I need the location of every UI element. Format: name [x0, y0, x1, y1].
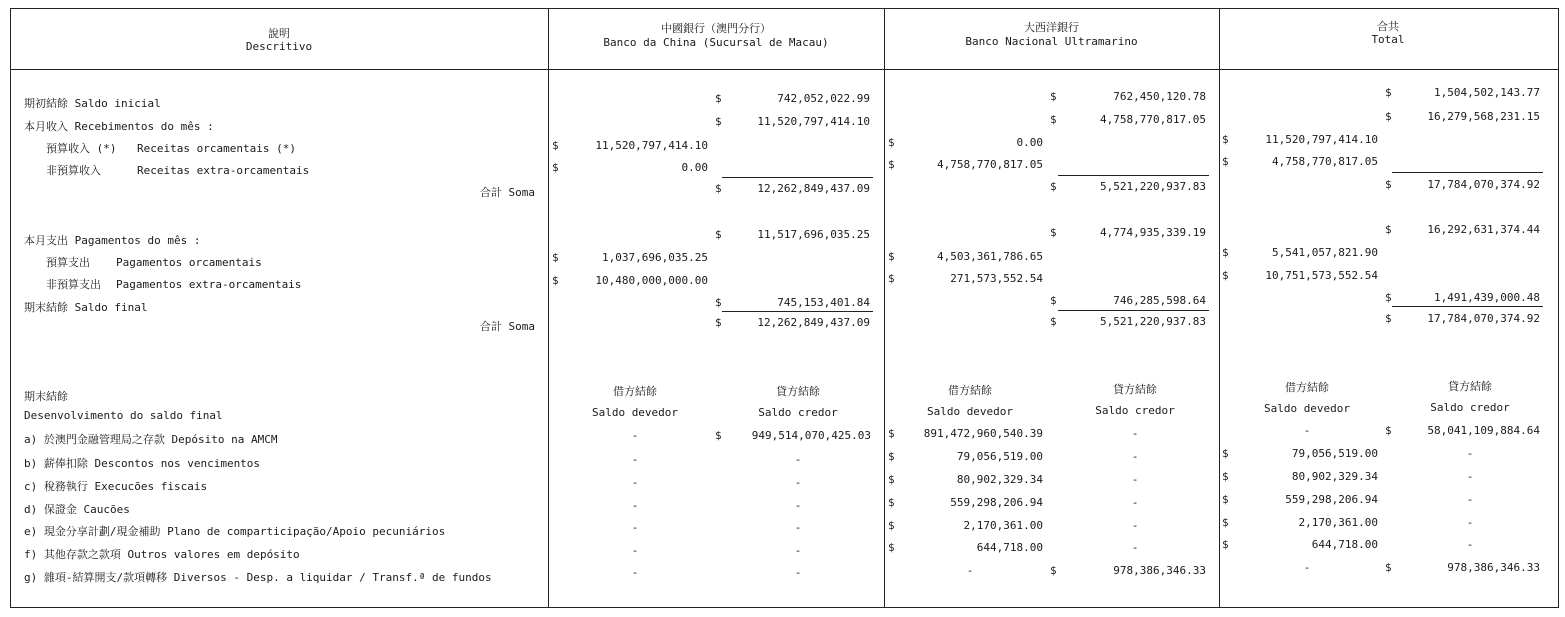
header-bc-pt: Banco da China (Sucursal de Macau) [603, 36, 829, 49]
bnu-dev-f: 644,718.00 [976, 541, 1043, 554]
label-soma-1: 合計 Soma [479, 186, 535, 199]
bnu-rec-extra: 4,758,770,817.05 [937, 158, 1043, 171]
bnu-cred-header-pt: Saldo credor [1095, 404, 1175, 417]
bc-cred-header-pt: Saldo credor [758, 406, 838, 419]
balance-label-d: d) 保證金 Caucões [24, 503, 130, 516]
tot-cred-c: - [1466, 470, 1474, 483]
bc-dev-g: - [631, 566, 639, 579]
bc-recebimentos: 11,520,797,414.10 [757, 115, 870, 128]
currency-sign: $ [1385, 424, 1392, 437]
currency-sign: $ [1385, 312, 1392, 325]
tot-cred-d: - [1466, 493, 1474, 506]
bnu-soma-1: 5,521,220,937.83 [1100, 180, 1206, 193]
currency-sign: $ [715, 228, 722, 241]
currency-sign: $ [1050, 226, 1057, 239]
tot-dev-f: 644,718.00 [1311, 538, 1378, 551]
bc-dev-b: - [631, 453, 639, 466]
total-saldo-final: 1,491,439,000.48 [1434, 291, 1540, 304]
bc-saldo-inicial: 742,052,022.99 [777, 92, 870, 105]
total-soma-2: 17,784,070,374.92 [1427, 312, 1540, 325]
balance-label-a: a) 於澳門金融管理局之存款 Depósito na AMCM [24, 433, 278, 446]
sum-underline [1392, 172, 1543, 173]
currency-sign: $ [1222, 493, 1229, 506]
sum-underline [722, 177, 873, 178]
currency-sign: $ [1050, 180, 1057, 193]
currency-sign: $ [715, 92, 722, 105]
currency-sign: $ [1050, 113, 1057, 126]
currency-sign: $ [1222, 246, 1229, 259]
label-pag-orc-pt: Pagamentos orcamentais [116, 256, 262, 269]
bc-dev-header-pt: Saldo devedor [591, 406, 679, 419]
tot-dev-e: 2,170,361.00 [1298, 516, 1378, 529]
bnu-cred-header-zh: 貸方結餘 [1113, 383, 1157, 396]
bc-dev-f: - [631, 544, 639, 557]
currency-sign: $ [1385, 178, 1392, 191]
header-divider [10, 69, 1558, 70]
label-recebimentos: 本月收入 Recebimentos do mês : [24, 120, 214, 133]
bnu-cred-f: - [1131, 541, 1139, 554]
currency-sign: $ [1050, 90, 1057, 103]
label-rec-orc-pt: Receitas orcamentais (*) [137, 142, 296, 155]
tot-dev-header-pt: Saldo devedor [1263, 402, 1351, 415]
label-rec-orc-zh: 預算收入 (*) [46, 142, 117, 155]
column-divider [548, 8, 549, 607]
label-rec-extra-pt: Receitas extra-orcamentais [137, 164, 310, 177]
tot-cred-header-zh: 貸方結餘 [1448, 380, 1492, 393]
bc-dev-header-zh: 借方結餘 [613, 385, 657, 398]
currency-sign: $ [715, 316, 722, 329]
bnu-saldo-inicial: 762,450,120.78 [1113, 90, 1206, 103]
currency-sign: $ [715, 115, 722, 128]
currency-sign: $ [888, 541, 895, 554]
tot-cred-f: - [1466, 538, 1474, 551]
sum-underline [1058, 175, 1209, 176]
tot-dev-g: - [1303, 561, 1311, 574]
header-desc-pt: Descritivo [245, 40, 313, 53]
total-pag-extra: 10,751,573,552.54 [1265, 269, 1378, 282]
sum-underline [1058, 310, 1209, 311]
bc-dev-a: - [631, 429, 639, 442]
currency-sign: $ [1385, 223, 1392, 236]
currency-sign: $ [888, 136, 895, 149]
currency-sign: $ [1050, 564, 1057, 577]
bnu-pag-orc: 4,503,361,786.65 [937, 250, 1043, 263]
tot-dev-c: 80,902,329.34 [1291, 470, 1378, 483]
header-bc-zh: 中國銀行（澳門分行） [661, 22, 771, 35]
bc-cred-header-zh: 貸方結餘 [776, 385, 820, 398]
balance-title-zh: 期末結餘 [24, 390, 68, 403]
bnu-dev-header-zh: 借方結餘 [948, 384, 992, 397]
currency-sign: $ [888, 250, 895, 263]
currency-sign: $ [1222, 516, 1229, 529]
balance-label-g: g) 雜項-結算開支/款項轉移 Diversos - Desp. a liquidar / Transf.ª de fundos [24, 571, 492, 584]
label-saldo-inicial: 期初結餘 Saldo inicial [24, 97, 161, 110]
total-pag-orc: 5,541,057,821.90 [1272, 246, 1378, 259]
bc-soma-2: 12,262,849,437.09 [757, 316, 870, 329]
currency-sign: $ [1222, 470, 1229, 483]
tot-cred-b: - [1466, 447, 1474, 460]
total-recebimentos: 16,279,568,231.15 [1427, 110, 1540, 123]
currency-sign: $ [888, 450, 895, 463]
total-pag-total: 16,292,631,374.44 [1427, 223, 1540, 236]
total-soma-1: 17,784,070,374.92 [1427, 178, 1540, 191]
label-soma-2: 合計 Soma [479, 320, 535, 333]
bc-cred-f: - [794, 544, 802, 557]
currency-sign: $ [1050, 294, 1057, 307]
bnu-cred-g: 978,386,346.33 [1113, 564, 1206, 577]
currency-sign: $ [888, 427, 895, 440]
bnu-cred-b: - [1131, 450, 1139, 463]
tot-cred-a: 58,041,109,884.64 [1427, 424, 1540, 437]
tot-cred-e: - [1466, 516, 1474, 529]
bc-soma-1: 12,262,849,437.09 [757, 182, 870, 195]
currency-sign: $ [552, 139, 559, 152]
bnu-dev-g: - [966, 564, 974, 577]
balance-title-pt: Desenvolvimento do saldo final [24, 409, 223, 422]
label-saldo-final: 期末結餘 Saldo final [24, 301, 148, 314]
sum-underline [1392, 306, 1543, 307]
balance-label-e: e) 現金分享計劃/現金補助 Plano de comparticipação/Apoio pecuniários [24, 525, 446, 538]
currency-sign: $ [715, 296, 722, 309]
bnu-dev-a: 891,472,960,540.39 [923, 427, 1043, 440]
header-bnu-pt: Banco Nacional Ultramarino [965, 35, 1138, 48]
bc-cred-g: - [794, 566, 802, 579]
bc-pag-total: 11,517,696,035.25 [757, 228, 870, 241]
header-bnu-zh: 大西洋銀行 [1024, 21, 1079, 34]
bnu-pag-extra: 271,573,552.54 [950, 272, 1043, 285]
label-pag-extra-zh: 非預算支出 [46, 278, 101, 291]
currency-sign: $ [888, 158, 895, 171]
header-desc-zh: 說明 [268, 27, 290, 40]
balance-label-c: c) 稅務執行 Execucões fiscais [24, 480, 208, 493]
bnu-pag-total: 4,774,935,339.19 [1100, 226, 1206, 239]
balance-label-b: b) 薪俸扣除 Descontos nos vencimentos [24, 457, 261, 470]
bc-pag-orc: 1,037,696,035.25 [602, 251, 708, 264]
label-pag-orc-zh: 預算支出 [46, 256, 90, 269]
currency-sign: $ [1385, 86, 1392, 99]
currency-sign: $ [552, 274, 559, 287]
bc-cred-a: 949,514,070,425.03 [751, 429, 871, 442]
bc-saldo-final: 745,153,401.84 [777, 296, 870, 309]
bnu-cred-e: - [1131, 519, 1139, 532]
header-total-pt: Total [1371, 33, 1405, 46]
currency-sign: $ [552, 251, 559, 264]
bnu-cred-c: - [1131, 473, 1139, 486]
column-divider [1219, 8, 1220, 607]
currency-sign: $ [1222, 447, 1229, 460]
label-pagamentos: 本月支出 Pagamentos do mês : [24, 234, 201, 247]
bc-rec-orc: 11,520,797,414.10 [595, 139, 708, 152]
tot-dev-a: - [1303, 424, 1311, 437]
bnu-cred-d: - [1131, 496, 1139, 509]
currency-sign: $ [552, 161, 559, 174]
bc-cred-b: - [794, 453, 802, 466]
total-saldo-inicial: 1,504,502,143.77 [1434, 86, 1540, 99]
bnu-dev-b: 79,056,519.00 [956, 450, 1043, 463]
currency-sign: $ [888, 272, 895, 285]
currency-sign: $ [888, 473, 895, 486]
tot-dev-d: 559,298,206.94 [1285, 493, 1378, 506]
currency-sign: $ [715, 429, 722, 442]
currency-sign: $ [888, 496, 895, 509]
header-total-zh: 合共 [1377, 20, 1399, 33]
bc-dev-d: - [631, 499, 639, 512]
bc-dev-c: - [631, 476, 639, 489]
bc-rec-extra: 0.00 [681, 161, 708, 174]
tot-cred-g: 978,386,346.33 [1447, 561, 1540, 574]
bc-cred-e: - [794, 521, 802, 534]
bnu-dev-e: 2,170,361.00 [963, 519, 1043, 532]
bnu-recebimentos: 4,758,770,817.05 [1100, 113, 1206, 126]
total-rec-extra: 4,758,770,817.05 [1272, 155, 1378, 168]
currency-sign: $ [1222, 155, 1229, 168]
currency-sign: $ [1222, 133, 1229, 146]
balance-label-f: f) 其他存款之款項 Outros valores em depósito [24, 548, 300, 561]
bc-pag-extra: 10,480,000,000.00 [595, 274, 708, 287]
bnu-dev-header-pt: Saldo devedor [926, 405, 1014, 418]
bnu-rec-orc: 0.00 [1016, 136, 1043, 149]
currency-sign: $ [1050, 315, 1057, 328]
column-divider [884, 8, 885, 607]
label-pag-extra-pt: Pagamentos extra-orcamentais [116, 278, 302, 291]
bnu-dev-c: 80,902,329.34 [956, 473, 1043, 486]
bc-cred-d: - [794, 499, 802, 512]
bc-cred-c: - [794, 476, 802, 489]
currency-sign: $ [715, 182, 722, 195]
bnu-cred-a: - [1131, 427, 1139, 440]
currency-sign: $ [1222, 538, 1229, 551]
currency-sign: $ [1385, 291, 1392, 304]
currency-sign: $ [1385, 561, 1392, 574]
total-rec-orc: 11,520,797,414.10 [1265, 133, 1378, 146]
bnu-dev-d: 559,298,206.94 [950, 496, 1043, 509]
currency-sign: $ [888, 519, 895, 532]
bnu-soma-2: 5,521,220,937.83 [1100, 315, 1206, 328]
tot-cred-header-pt: Saldo credor [1430, 401, 1510, 414]
label-rec-extra-zh: 非預算收入 [46, 164, 101, 177]
tot-dev-header-zh: 借方結餘 [1285, 381, 1329, 394]
currency-sign: $ [1222, 269, 1229, 282]
sum-underline [722, 311, 873, 312]
currency-sign: $ [1385, 110, 1392, 123]
tot-dev-b: 79,056,519.00 [1291, 447, 1378, 460]
bnu-saldo-final: 746,285,598.64 [1113, 294, 1206, 307]
bc-dev-e: - [631, 521, 639, 534]
